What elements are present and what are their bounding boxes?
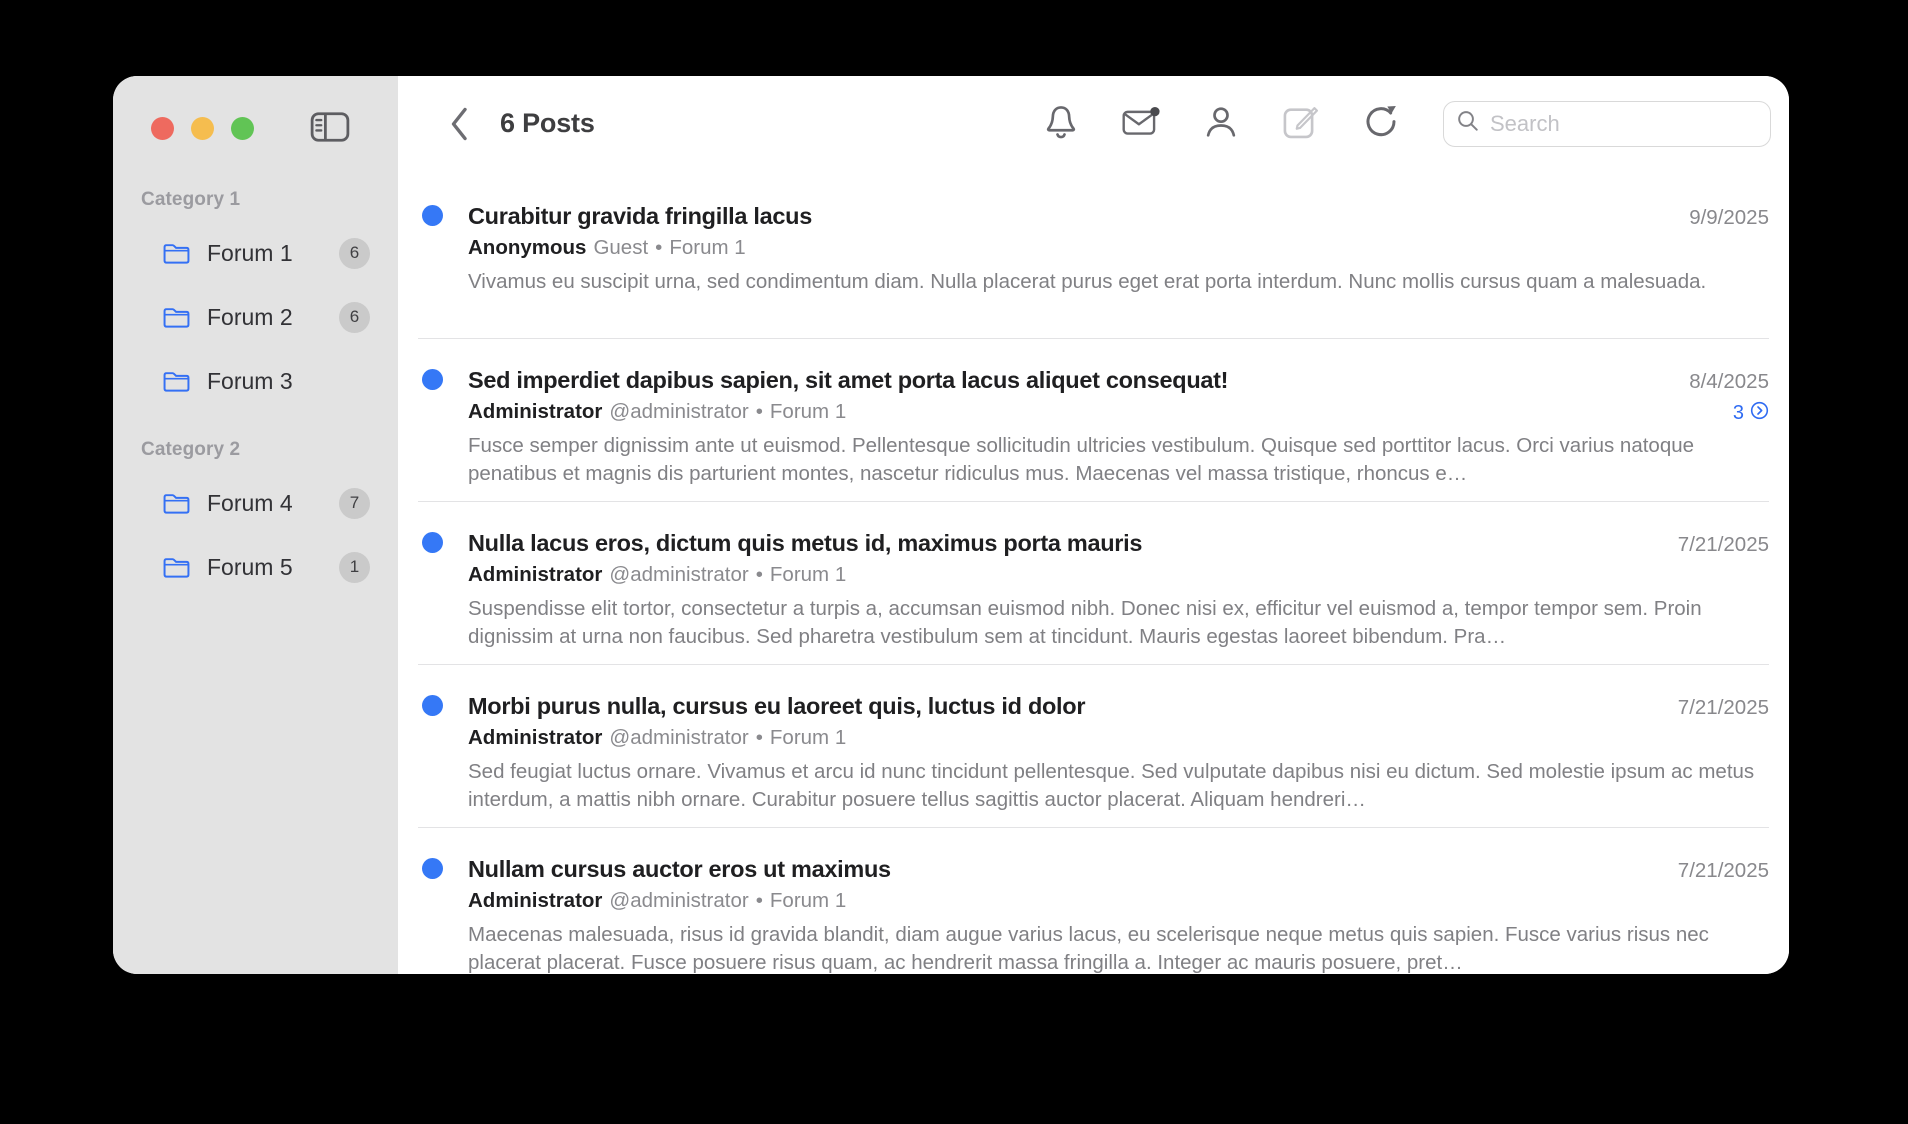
category-label: Category 1 [141, 189, 241, 210]
unread-count-badge: 6 [339, 238, 370, 269]
page-title: 6 Posts [500, 108, 595, 138]
unread-dot-icon [422, 369, 443, 390]
post-date: 9/9/2025 [1689, 206, 1769, 229]
post-author: Administrator [468, 400, 603, 423]
forum-label: Forum 2 [207, 303, 293, 330]
sidebar-item-forum-1[interactable] [127, 224, 384, 282]
post-list-item[interactable] [418, 664, 1769, 827]
unread-count-badge: 1 [339, 552, 370, 583]
post-byline [468, 887, 1769, 915]
post-date: 7/21/2025 [1677, 533, 1769, 556]
forum-label: Forum 3 [207, 367, 293, 394]
post-author-handle: @administrator [609, 400, 749, 423]
post-forum: Forum 1 [769, 889, 847, 912]
post-author: Anonymous [468, 236, 587, 259]
reply-count: 3 [1732, 402, 1744, 424]
post-forum: Forum 1 [769, 563, 847, 586]
unread-dot-icon [422, 205, 443, 226]
unread-dot-icon [422, 695, 443, 716]
unread-count-badge: 7 [339, 488, 370, 519]
post-author-handle: Guest [593, 236, 649, 259]
post-preview: Fusce semper dignissim ante ut euismod. Pellentesque sollicitudin ultricies vestibulum. Quisque sed porttitor lacus. Orci varius natoque penatibus et magnis dis parturient montes, nascetur ridiculus mus. Maecenas vel massa tristique, rhoncus e… [468, 434, 1695, 485]
byline-separator: • [755, 563, 763, 586]
search-field [1443, 101, 1771, 147]
unread-dot-icon [422, 858, 443, 879]
post-byline [468, 561, 1769, 589]
forum-label: Forum 5 [207, 553, 293, 580]
window-controls [151, 117, 254, 140]
bell-icon [1042, 103, 1080, 144]
post-author-handle: @administrator [609, 563, 749, 586]
sidebar-item-forum-4[interactable] [127, 474, 384, 532]
refresh-icon [1362, 103, 1400, 144]
byline-separator: • [755, 889, 763, 912]
toolbar [398, 76, 1789, 175]
category-label: Category 2 [141, 439, 241, 460]
post-author: Administrator [468, 563, 603, 586]
minimize-window-button[interactable] [191, 117, 214, 140]
sidebar-item-forum-2[interactable] [127, 288, 384, 346]
chevron-left-icon [448, 129, 470, 144]
post-preview: Sed feugiat luctus ornare. Vivamus et arcu id nunc tincidunt pellentesque. Sed vulputate dapibus nisi eu dictum. Sed molestie ipsum ac metus interdum, a mattis nibh ornare. Curabitur posuere tellus sagittis auctor placerat. Aliquam hendreri… [468, 760, 1755, 811]
forum-label: Forum 1 [207, 239, 293, 266]
zoom-window-button[interactable] [231, 117, 254, 140]
search-input[interactable] [1490, 111, 1758, 137]
post-title: Nullam cursus auctor eros ut maximus [468, 856, 891, 882]
category-section [113, 438, 398, 596]
post-title: Curabitur gravida fringilla lacus [468, 203, 812, 229]
post-title: Nulla lacus eros, dictum quis metus id, maximus porta mauris [468, 530, 1143, 556]
post-author: Administrator [468, 726, 603, 749]
forum-label: Forum 4 [207, 489, 293, 516]
byline-separator: • [655, 236, 663, 259]
post-preview: Suspendisse elit tortor, consectetur a turpis a, accumsan euismod nibh. Donec nisi ex, efficitur vel euismod a, tempor tempor sem. Proin dignissim at urna non faucibus. Sed pharetra vestibulum sem at tincidunt. Mauris egestas laoreet bibendum. Pra… [468, 597, 1702, 648]
post-forum: Forum 1 [769, 400, 847, 423]
messages-button[interactable] [1121, 104, 1161, 144]
sidebar [113, 76, 398, 974]
sidebar-toggle-button[interactable] [309, 112, 351, 142]
folder-icon [163, 556, 190, 579]
sidebar-item-forum-3[interactable] [127, 352, 384, 410]
post-forum: Forum 1 [769, 726, 847, 749]
forum-nav [113, 188, 398, 602]
post-list-item[interactable] [418, 827, 1769, 974]
post-preview: Vivamus eu suscipit urna, sed condimentum diam. Nulla placerat purus eget erat porta interdum. Nunc mollis cursus quam a malesuada. [468, 270, 1707, 293]
post-preview: Maecenas malesuada, risus id gravida blandit, diam augue varius lacus, eu scelerisque neque metus quis sapien. Fusce varius risus nec placerat placerat. Fusce posuere risus quam, ac hendrerit massa fringilla a. Integer ac mauris posuere, pret… [468, 923, 1709, 974]
post-author-handle: @administrator [609, 889, 749, 912]
post-date: 7/21/2025 [1677, 696, 1769, 719]
unread-count-badge: 6 [339, 302, 370, 333]
category-section [113, 188, 398, 410]
sidebar-item-forum-5[interactable] [127, 538, 384, 596]
folder-icon [163, 306, 190, 329]
byline-separator: • [755, 400, 763, 423]
post-byline [468, 234, 1769, 262]
post-byline [468, 724, 1769, 752]
folder-icon [163, 492, 190, 515]
notifications-button[interactable] [1041, 104, 1081, 144]
folder-icon [163, 370, 190, 393]
post-list-item[interactable] [418, 338, 1769, 501]
post-title: Sed imperdiet dapibus sapien, sit amet porta lacus aliquet consequat! [468, 367, 1229, 393]
post-author: Administrator [468, 889, 603, 912]
post-list-item[interactable] [418, 501, 1769, 664]
post-title: Morbi purus nulla, cursus eu laoreet quis, luctus id dolor [468, 693, 1086, 719]
forum-app-window [113, 76, 1789, 974]
profile-button[interactable] [1201, 104, 1241, 144]
unread-dot-icon [422, 532, 443, 553]
post-list-pane [398, 76, 1789, 974]
post-forum: Forum 1 [669, 236, 746, 259]
post-list [398, 175, 1789, 974]
compose-button[interactable] [1281, 104, 1321, 144]
back-button[interactable] [448, 107, 470, 141]
mail-badge-icon [1122, 103, 1160, 144]
search-icon [1456, 109, 1480, 138]
post-date: 8/4/2025 [1689, 370, 1769, 393]
sidebar-toggle-icon [309, 130, 351, 145]
post-author-handle: @administrator [609, 726, 749, 749]
compose-icon [1282, 103, 1320, 144]
post-date: 7/21/2025 [1677, 859, 1769, 882]
post-list-item[interactable] [418, 175, 1769, 338]
close-window-button[interactable] [151, 117, 174, 140]
chevron-right-circle-icon [1750, 401, 1769, 426]
person-icon [1202, 103, 1240, 144]
byline-separator: • [755, 726, 763, 749]
post-byline [468, 398, 1769, 426]
folder-icon [163, 242, 190, 265]
reply-count-button[interactable] [1733, 401, 1769, 426]
refresh-button[interactable] [1361, 104, 1401, 144]
